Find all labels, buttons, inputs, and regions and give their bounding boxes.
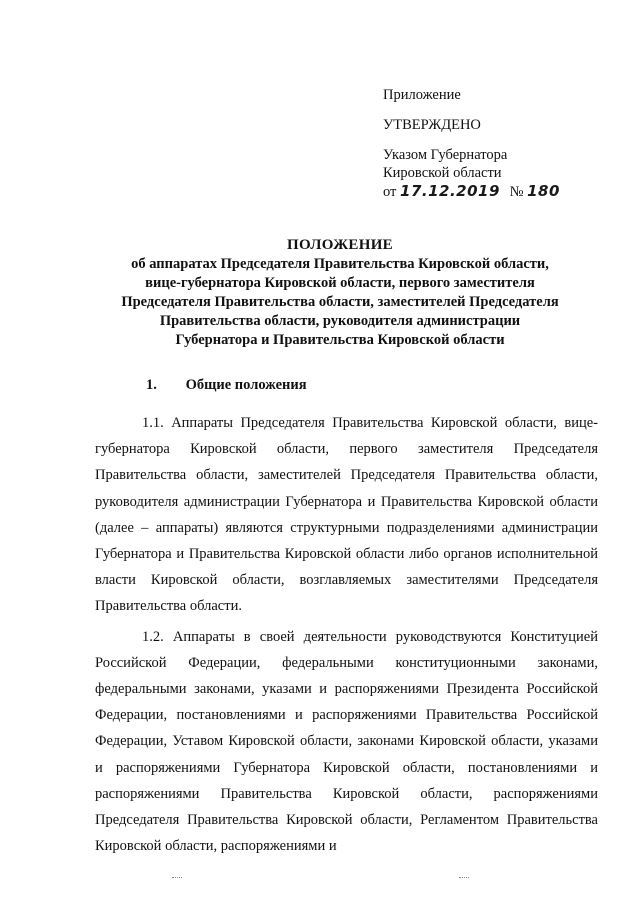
- approved-label: УТВЕРЖДЕНО: [383, 117, 481, 133]
- title-line: Правительства области, руководителя администрации: [159, 313, 521, 329]
- paragraph-1-1: 1.1. Аппараты Председателя Правительства Кировской области, вице-губернатора Кировской области, первого заместителя Председателя Правительства области, заместителей Председателя Правительства области, руководителя администрации Губернатора и Правительства Кировской области (далее – аппараты) являются структурными подразделениями администрации Губернатора и Правительства Кировской области либо органов исполнительной власти Кировской области, возглавляемых заместителями Председателя Правительства области.: [95, 415, 598, 615]
- paragraph-1-2: 1.2. Аппараты в своей деятельности руководствуются Конституцией Российской Федерации, федеральными конституционными законами, федеральными законами, указами и распоряжениями Президента Российской Федерации, постановлениями и распоряжениями Правительства Российской Федерации, Уставом Кировской области, законами Кировской области, указами и распоряжениями Губернатора Кировской области, постановлениями и распоряжениями Правительства Кировской области, распоряжениями Председателя Правительства Кировской области, Регламентом Правительства Кировской области, распоряжениями и: [95, 628, 598, 855]
- document-title: [40, 236, 640, 350]
- number-sign: №: [509, 184, 524, 200]
- section-number: 1.: [146, 377, 157, 393]
- title-line: об аппаратах Председателя Правительства Кировской области,: [131, 256, 549, 272]
- scan-mark: [172, 877, 182, 878]
- title-line: Председателя Правительства области, заместителей Председателя: [121, 294, 559, 310]
- appendix-label: Приложение: [383, 87, 461, 103]
- title-line: вице-губернатора Кировской области, первого заместителя: [145, 275, 535, 291]
- handwritten-number: 180: [527, 182, 560, 200]
- date-prefix: от: [383, 184, 397, 200]
- handwritten-date: 17.12.2019: [400, 182, 500, 200]
- section-title: Общие положения: [185, 377, 307, 393]
- section-heading: [146, 377, 307, 394]
- date-number-line: [383, 182, 623, 201]
- decree-line-1: Указом Губернатора: [383, 147, 508, 163]
- decree-line-2: Кировской области: [383, 165, 502, 181]
- approval-stamp: [383, 86, 623, 201]
- scan-mark: [459, 877, 469, 878]
- document-body: [95, 410, 598, 855]
- title-line: Губернатора и Правительства Кировской области: [175, 332, 505, 348]
- title-main: ПОЛОЖЕНИЕ: [287, 237, 393, 253]
